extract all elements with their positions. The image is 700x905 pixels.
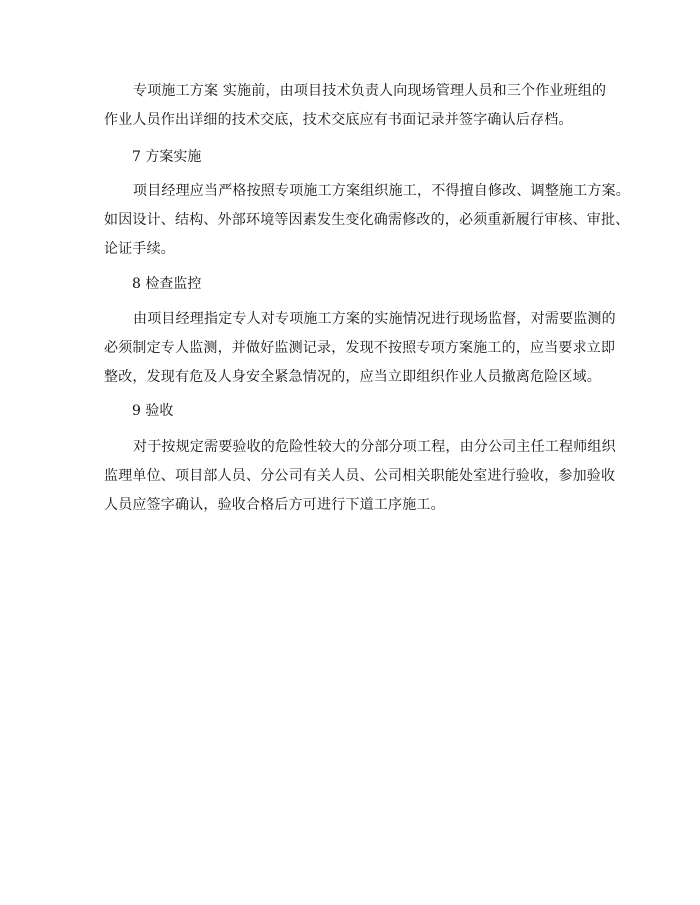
paragraph-line: 如因设计、结构、外部环境等因素发生变化确需修改的，必须重新履行审核、审批、 [104, 212, 630, 228]
paragraph-line: 监理单位、项目部人员、分公司有关人员、公司相关职能处室进行验收，参加验收 [104, 468, 616, 484]
paragraph-technical-briefing [104, 77, 624, 135]
paragraph-line: 必须制定专人监测，并做好监测记录，发现不按照专项方案施工的，应当要求立即 [104, 340, 616, 356]
paragraph-line: 人员应签字确认，验收合格后方可进行下道工序施工。 [104, 497, 445, 513]
paragraph-inspection-monitoring [104, 305, 624, 392]
paragraph-line: 专项施工方案 实施前，由项目技术负责人向现场管理人员和三个作业班组的 [133, 83, 607, 99]
paragraph-line: 由项目经理指定专人对专项施工方案的实施情况进行现场监督，对需要监测的 [133, 311, 616, 327]
section-heading-8: 8 检查监控 [132, 276, 202, 292]
paragraph-line: 论证手续。 [104, 241, 175, 257]
paragraph-line: 整改，发现有危及人身安全紧急情况的，应当立即组织作业人员撤离危险区域。 [104, 369, 601, 385]
paragraph-line: 作业人员作出详细的技术交底，技术交底应有书面记录并签字确认后存档。 [104, 112, 573, 128]
paragraph-line: 对于按规定需要验收的危险性较大的分部分项工程，由分公司主任工程师组织 [133, 439, 616, 455]
paragraph-plan-implementation [104, 177, 630, 264]
paragraph-acceptance [104, 433, 624, 520]
paragraph-line: 项目经理应当严格按照专项施工方案组织施工，不得擅自修改、调整施工方案。 [133, 183, 630, 199]
section-heading-7: 7 方案实施 [132, 149, 202, 165]
section-heading-9: 9 验收 [132, 403, 174, 419]
